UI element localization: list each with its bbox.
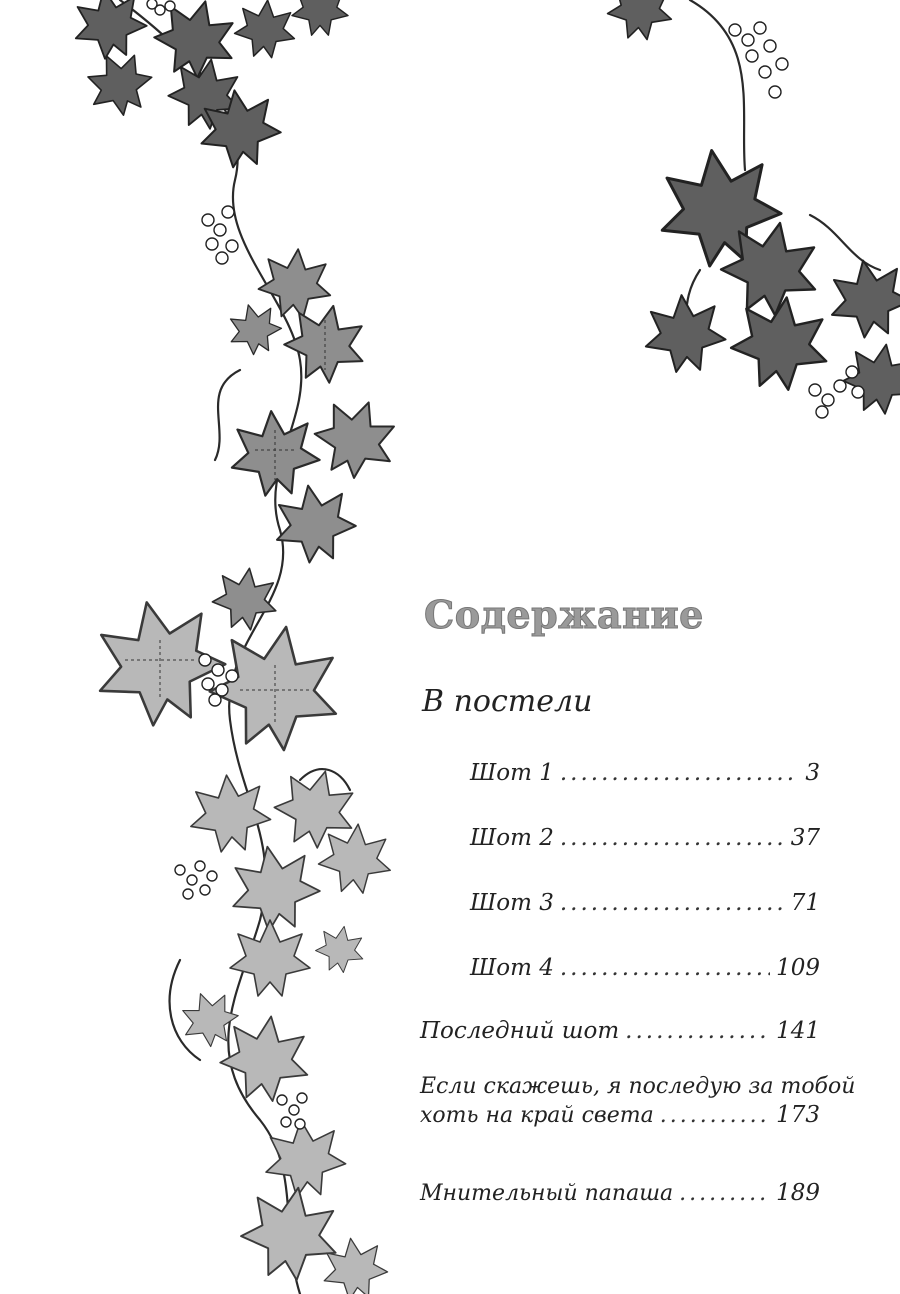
ivy-leaf-group-lower (84, 589, 394, 1294)
toc-entry-6-label-line1: Если скажешь, я последую за тобой (420, 1074, 856, 1099)
toc-entry-label: Мнительный папаша (420, 1181, 674, 1206)
toc-entry-label: Шот 4 (470, 955, 554, 981)
toc-entry-page: 71 (790, 890, 820, 916)
toc-entry-4 (470, 955, 820, 981)
dot-leader (625, 1018, 770, 1044)
toc-entry-page: 3 (805, 760, 820, 786)
toc-entry-label: Шот 1 (470, 760, 554, 786)
toc-title: Содержание (424, 592, 704, 637)
toc-entry-7 (420, 1180, 820, 1206)
toc-entry-page: 189 (776, 1180, 820, 1206)
toc-entry-label: Шот 2 (470, 825, 554, 851)
dot-leader (660, 1103, 770, 1128)
toc-entry-page: 173 (776, 1102, 820, 1128)
ivy-leaf-group-top-left (68, 0, 348, 171)
toc-entry-page: 37 (790, 825, 820, 851)
dot-leader (679, 1181, 770, 1206)
section-title: В постели (422, 684, 593, 719)
dot-leader (560, 955, 770, 981)
toc-entry-6 (420, 1102, 820, 1128)
ivy-leaf-group-middle (202, 206, 406, 633)
ivy-leaf-group-top-right (606, 0, 900, 418)
toc-entry-page: 141 (776, 1018, 820, 1044)
dot-leader (560, 760, 800, 786)
toc-entry-5 (420, 1018, 820, 1044)
toc-entry-3 (470, 890, 820, 916)
toc-entry-label: Шот 3 (470, 890, 554, 916)
toc-entry-2 (470, 825, 820, 851)
toc-entry-label: Последний шот (420, 1018, 620, 1044)
toc-entry-page: 109 (776, 955, 820, 981)
toc-entry-1 (470, 760, 820, 786)
dot-leader (560, 890, 785, 916)
toc-entry-label: хоть на край света (420, 1103, 654, 1128)
dot-leader (560, 825, 785, 851)
